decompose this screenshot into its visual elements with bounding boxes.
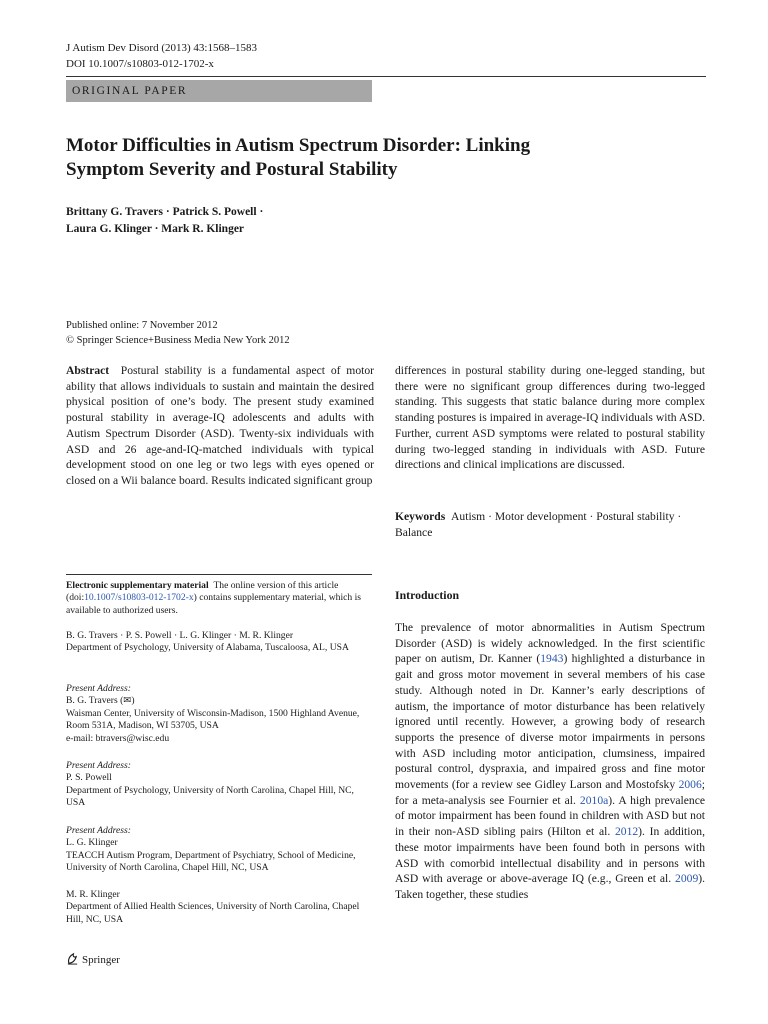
address-name: B. G. Travers (✉)	[66, 695, 135, 707]
header-rule	[66, 76, 706, 77]
abstract-text-left: Postural stability is a fundamental aspect of motor ability that allows individuals to sustain and maintain the desired physical position of one’s body. The present study examined postural stability in average-IQ adolescents and adults with Autism Spectrum Disorder (ASD). Twenty-six individuals with ASD and 26 age-and-IQ-matched individuals with typical development stood on one leg or two legs with eyes opened or closed on a Wii balance board. Results indicated significant group	[66, 364, 375, 487]
present-address-label: Present Address:	[66, 825, 131, 836]
esm-text-pre: The online version of this article (doi:	[66, 580, 339, 604]
esm-note	[66, 580, 372, 617]
present-address-label: Present Address:	[66, 760, 131, 771]
springer-logo-icon	[66, 952, 79, 965]
doi-link[interactable]: 10.1007/s10803-012-1702-x	[84, 592, 194, 604]
doi-line: DOI 10.1007/s10803-012-1702-x	[66, 58, 214, 70]
address-body: TEACCH Autism Program, Department of Psychiatry, School of Medicine, University of North Carolina, Chapel Hill, NC, USA	[66, 849, 356, 874]
affiliation-names: B. G. Travers · P. S. Powell · L. G. Klinger · M. R. Klinger	[66, 630, 294, 641]
intro-text: ). In addition, these motor impairments have been found both in persons with ASD with comorbid intellectual disability and in persons with ASD with average or above-average IQ (e.g., Green et al.	[395, 825, 705, 886]
present-address-2	[66, 760, 372, 810]
journal-citation: J Autism Dev Disord (2013) 43:1568–1583	[66, 42, 257, 54]
present-address-1	[66, 683, 372, 745]
citation-link[interactable]: 2010a	[579, 793, 609, 807]
author-list	[66, 204, 263, 238]
abstract-right: differences in postural stability during one-legged standing, but there were no significant group differences during two-legged standing. This suggests that static balance during more complex standing postures is impaired in average-IQ individuals with ASD. Further, current ASD symptoms were related to postural stability during two-legged standing in individuals with ASD. Future directions and clinical implications are discussed.	[395, 364, 705, 472]
authors-line-2: Laura G. Klinger · Mark R. Klinger	[66, 223, 245, 235]
address-name: L. G. Klinger	[66, 837, 118, 849]
title-line-1: Motor Difficulties in Autism Spectrum Disorder: Linking	[66, 135, 531, 156]
address-body: Department of Allied Health Sciences, University of North Carolina, Chapel Hill, NC, USA	[66, 901, 360, 925]
address-email: e-mail: btravers@wisc.edu	[66, 732, 170, 744]
address-body: Waisman Center, University of Wisconsin-Madison, 1500 Highland Avenue, Room 531A, Madison, WI 53705, USA	[66, 707, 360, 732]
keywords-label: Keywords	[395, 510, 446, 523]
keywords	[395, 509, 705, 540]
intro-text: ) highlighted a disturbance in gait and gross motor movement in several members of his case study. Although noted in Dr. Kanner’s early descriptions of autism, the importance of motor disturbance has been relatively ignored until recently. However, a growing body of research supports the presence of diverse motor impairments in persons with ASD including motor anticipation, clumsiness, impaired postural control, dyspraxia, and impaired gross and fine motor movements (for a review see Gidley Larson and Mostofsky	[395, 652, 706, 792]
introduction-text	[395, 620, 705, 903]
page-footer	[66, 952, 120, 968]
abstract-left	[66, 363, 374, 489]
intro-text: The prevalence of motor abnormalities in Autism Spectrum Disorder (ASD) is widely acknowledged. In the first scientific paper on autism, Dr. Kanner (	[395, 621, 705, 666]
title-line-2: Symptom Severity and Postural Stability	[66, 159, 398, 180]
authors-line-1: Brittany G. Travers · Patrick S. Powell ·	[66, 206, 264, 218]
address-4	[66, 889, 372, 926]
affiliation	[66, 630, 372, 655]
paper-title	[66, 134, 666, 182]
copyright-line: © Springer Science+Business Media New York 2012	[66, 335, 290, 346]
address-body: Department of Psychology, University of North Carolina, Chapel Hill, NC, USA	[66, 784, 354, 809]
article-type-banner: ORIGINAL PAPER	[66, 80, 372, 102]
introduction-heading: Introduction	[395, 588, 460, 602]
footnote-rule	[66, 574, 372, 575]
present-address-3	[66, 825, 372, 875]
citation-link[interactable]: 1943	[540, 652, 564, 666]
abstract-label: Abstract	[66, 364, 110, 377]
keywords-text: Autism · Motor development · Postural stability · Balance	[395, 510, 682, 539]
address-name: M. R. Klinger	[66, 889, 120, 900]
published-date: Published online: 7 November 2012	[66, 320, 218, 331]
intro-text: ). Taken together, these studies	[395, 872, 705, 901]
citation-link[interactable]: 2009	[675, 872, 699, 886]
address-name: P. S. Powell	[66, 772, 112, 784]
publication-info	[66, 318, 290, 348]
journal-header	[66, 40, 257, 72]
esm-label: Electronic supplementary material	[66, 580, 209, 591]
publisher-name: Springer	[82, 954, 120, 966]
citation-link[interactable]: 2012	[614, 825, 639, 839]
intro-text: ). A high prevalence of motor impairment has been found in children with ASD but not in their non-ASD sibling pairs (Hilton et al.	[395, 793, 705, 839]
intro-text: ; for a meta-analysis see Fournier et al.	[395, 778, 705, 807]
present-address-label: Present Address:	[66, 683, 131, 694]
affiliation-dept: Department of Psychology, University of Alabama, Tuscaloosa, AL, USA	[66, 642, 349, 654]
esm-text-post: ) contains supplementary material, which is available to authorized users.	[66, 592, 361, 616]
citation-link[interactable]: 2006	[678, 778, 702, 792]
